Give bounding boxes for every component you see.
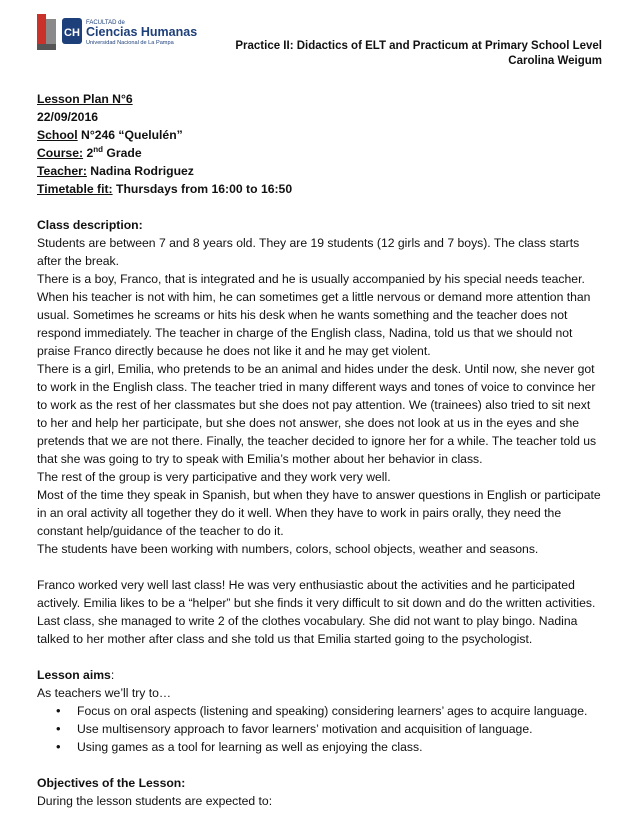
description-paragraph: There is a boy, Franco, that is integrated and he is usually accompanied by his special needs teacher. When his teacher is not with him, he can sometimes get a little nervous or demand more attention than usual. Sometimes he screams or hits his desk when he wants something and the teacher does not respond immediately. The teacher in charge of the English class, Nadina, told us that we should not praise Franco directly because he does not like it and he may get violent. xyxy=(37,272,591,358)
list-item: • Using games as a tool for learning as well as enjoying the class. xyxy=(77,738,603,756)
lesson-aims-list xyxy=(37,702,603,756)
spacer xyxy=(37,558,603,576)
spacer xyxy=(37,198,603,216)
lesson-date: 22/09/2016 xyxy=(37,110,98,124)
description-paragraph: Students are between 7 and 8 years old. They are 19 students (12 girls and 7 boys). The class starts after the break. xyxy=(37,236,580,268)
teacher-label: Teacher: xyxy=(37,164,87,178)
timetable-label: Timetable fit: xyxy=(37,182,113,196)
school-label: School xyxy=(37,128,78,142)
school-line xyxy=(37,126,603,144)
logo-abbr: CH xyxy=(64,27,80,39)
lesson-aims-heading: Lesson aims xyxy=(37,668,111,682)
course-grade: Grade xyxy=(103,146,142,160)
description-paragraph: Most of the time they speak in Spanish, but when they have to answer questions in English or participate in an oral activity all together they do it well. When they have to work in pairs orally, they need the constant help/guidance of the teacher to do it. xyxy=(37,488,601,538)
list-item: • Use multisensory approach to favor learners’ motivation and acquisition of language. xyxy=(77,720,603,738)
lesson-aims-intro: As teachers we’ll try to… xyxy=(37,686,172,700)
timetable-value: Thursdays from 16:00 to 16:50 xyxy=(112,182,293,196)
faculty-logo xyxy=(37,14,202,54)
lesson-plan-title: Lesson Plan N°6 xyxy=(37,92,133,106)
author-name: Carolina Weigum xyxy=(508,55,602,67)
objectives-intro: During the lesson students are expected to: xyxy=(37,794,273,808)
teacher-line xyxy=(37,162,603,180)
course-label: Course: xyxy=(37,146,84,160)
course-line xyxy=(37,144,603,162)
school-value: N°246 “Quelulén” xyxy=(77,128,183,142)
lesson-aims-colon: : xyxy=(110,668,115,682)
course-ordinal: nd xyxy=(93,144,104,154)
course-title: Practice II: Didactics of ELT and Practicum at Primary School Level xyxy=(235,40,602,52)
spacer xyxy=(37,756,603,774)
page-header xyxy=(235,39,602,69)
class-description-heading: Class description: xyxy=(37,218,143,232)
logo-line2: Ciencias Humanas xyxy=(86,25,198,39)
description-paragraph: There is a girl, Emilia, who pretends to be an animal and hides under the desk. Until now, she never got to work in the English class. The teacher tried in many different ways and tones of voice to convince her to work as the rest of her classmates but she does not pay attention. We (trainees) also tried to sit next to her and help her participate, but she does not answer, she does not look at us in the eyes and she pretends that we are not there. Finally, the teacher decided to ignore her for a while. The teacher told us that she was going to try to speak with Emilia’s mother about her behavior in class. xyxy=(37,362,597,466)
document-body xyxy=(37,90,603,810)
list-item: • Focus on oral aspects (listening and speaking) considering learners’ ages to acquire language. xyxy=(77,702,603,720)
description-paragraph: The rest of the group is very participative and they work very well. xyxy=(37,470,391,484)
teacher-value: Nadina Rodriguez xyxy=(86,164,194,178)
description-paragraph: The students have been working with numbers, colors, school objects, weather and seasons. xyxy=(37,542,539,556)
logo-line1: FACULTAD de xyxy=(86,20,125,26)
timetable-line xyxy=(37,180,603,198)
lesson-aims-heading-line xyxy=(37,666,603,684)
logo-gray-bar xyxy=(46,19,56,44)
logo-red-bar xyxy=(37,14,46,44)
logo-line3: Universidad Nacional de La Pampa xyxy=(86,40,174,46)
logo-base-bar xyxy=(37,44,56,50)
spacer xyxy=(37,648,603,666)
objectives-heading: Objectives of the Lesson: xyxy=(37,776,186,790)
course-number: 2 xyxy=(83,146,94,160)
followup-paragraph: Franco worked very well last class! He was very enthusiastic about the activities and he participated actively. Emilia likes to be a “helper” but she finds it very difficult to sit down and do the written activities. Last class, she managed to write 2 of the clothes vocabulary. She did not want to play bingo. Nadina talked to her mother after class and she told us that Emilia started going to the psychologist. xyxy=(37,578,596,646)
